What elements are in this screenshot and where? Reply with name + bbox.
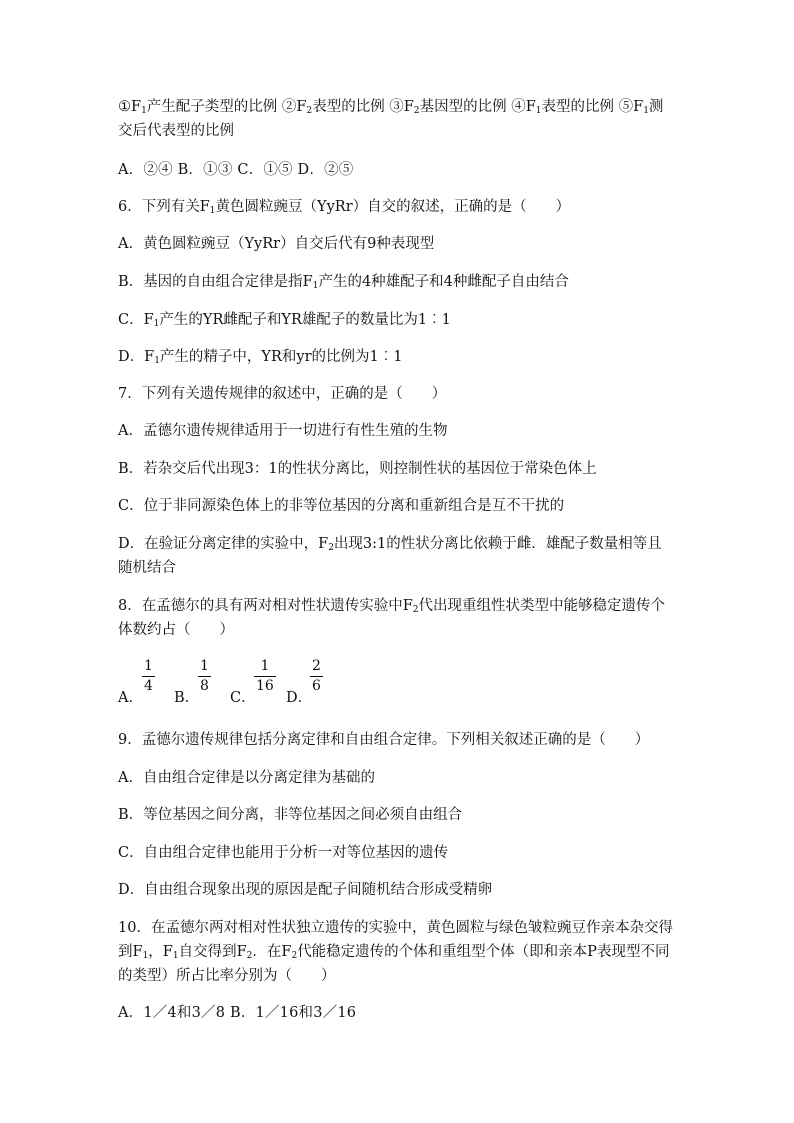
text: ．在F [252,944,292,960]
subscript: 2 [306,106,313,116]
q7-option-a: A．孟德尔遗传规律适用于一切进行有性生殖的生物 [118,423,448,439]
text: 代能稳定遗传的个体和重组型个体（即和亲本P表现型不同 [297,944,670,960]
subscript: 2 [246,951,253,961]
text: 表型的比例 ③F [312,99,414,115]
q7-option-b: B．若杂交后代出现3：1的性状分离比，则控制性状的基因位于常染色体上 [118,461,597,477]
q5-options: A．②④ B．①③ C．①⑤ D．②⑤ [118,162,354,178]
fraction-bar [310,676,323,677]
denominator: 8 [200,678,209,694]
q9-option-d: D．自由组合现象出现的原因是配子间随机结合形成受精卵 [118,882,493,898]
denominator: 16 [256,678,274,694]
q6-option-d [118,347,402,367]
text: 表型的比例 ⑤F [541,99,644,115]
numerator: 1 [200,658,209,674]
q6-stem [118,197,570,217]
subscript: 2 [413,106,420,116]
q9-option-c: C．自由组合定律也能用于分析一对等位基因的遗传 [118,845,449,861]
q8-stem-line2: 体数约占（ ） [118,622,234,638]
subscript: 1 [172,951,179,961]
text: C．F [118,312,154,328]
q10-stem-line1: 10．在孟德尔两对相对性状独立遗传的实验中，黄色圆粒与绿色皱粒豌豆作亲本杂交得 [118,920,673,936]
text: ，F [148,944,173,960]
fraction-bar [198,676,211,677]
text: 代出现重组性状类型中能够稳定遗传个 [418,598,666,614]
fraction-bar [254,676,276,677]
subscript: 1 [209,206,216,216]
subscript: 1 [643,106,649,116]
numerator: 1 [144,658,153,674]
text: 6．下列有关F [118,199,210,215]
q7-option-d-line1 [118,534,662,554]
text: 基因型的比例 ④F [419,99,536,115]
q7-stem: 7．下列有关遗传规律的叙述中，正确的是（ ） [118,386,447,402]
option-label: A． [118,690,143,706]
denominator: 6 [312,678,321,694]
q9-option-a: A．自由组合定律是以分离定律为基础的 [118,770,375,786]
numerator: 2 [312,658,321,674]
fraction-bar [142,676,155,677]
q7-option-c: C．位于非同源染色体上的非等位基因的分离和重新组合是互不干扰的 [118,498,565,514]
option-label: C． [230,690,256,706]
text: 产生的精子中，YR和yr的比例为1︰1 [159,349,403,365]
text: 产生的YR雌配子和YR雄配子的数量比为1︰1 [159,312,451,328]
subscript: 1 [312,281,319,291]
subscript: 1 [142,951,149,961]
fraction [310,658,323,695]
fraction [142,658,155,695]
q5-stem-line1 [118,97,663,117]
text: 到F [118,944,143,960]
option-label: B． [174,690,200,706]
q10-options: A．1／4和3／8 B．1／16和3／16 [118,1005,357,1021]
q5-stem-line2: 交后代表型的比例 [118,123,234,139]
q10-stem-line2 [118,942,669,962]
q8-stem-line1 [118,596,665,616]
subscript: 1 [154,356,160,366]
fraction [254,658,276,695]
q6-option-a: A．黄色圆粒豌豆（YyRr）自交后代有9种表现型 [118,236,435,252]
text: D．在验证分离定律的实验中，F [118,536,329,552]
q9-option-b: B．等位基因之间分离，非等位基因之间必须自由组合 [118,807,463,823]
subscript: 2 [412,605,419,615]
subscript: 1 [153,319,160,329]
text: B．基因的自由组合定律是指F [118,274,313,290]
subscript: 2 [291,951,298,961]
q10-stem-line3: 的类型）所占比率分别为（ ） [118,968,336,984]
option-label: D． [286,690,313,706]
fraction [198,658,211,695]
text: ①F [118,99,142,115]
text: D．F [118,349,155,365]
text: 产生的4种雄配子和4种雌配子自由结合 [318,274,569,290]
text: 测 [648,99,664,115]
subscript: 2 [328,543,334,553]
text: 自交得到F [178,944,247,960]
text: 出现3:1的性状分离比依赖于雌．雄配子数量相等且 [333,536,662,552]
q7-option-d-line2: 随机结合 [118,560,176,576]
q9-stem: 9．孟德尔遗传规律包括分离定律和自由组合定律。下列相关叙述正确的是（ ） [118,732,650,748]
text: 产生配子类型的比例 ②F [146,99,307,115]
numerator: 1 [260,658,270,674]
subscript: 1 [535,106,542,116]
text: 8．在孟德尔的具有两对相对性状遗传实验中F [118,598,413,614]
q6-option-b [118,272,569,292]
q6-option-c [118,310,451,330]
text: 黄色圆粒豌豆（YyRr）自交的叙述，正确的是（ ） [215,199,571,215]
subscript: 1 [141,106,147,116]
denominator: 4 [144,678,153,694]
